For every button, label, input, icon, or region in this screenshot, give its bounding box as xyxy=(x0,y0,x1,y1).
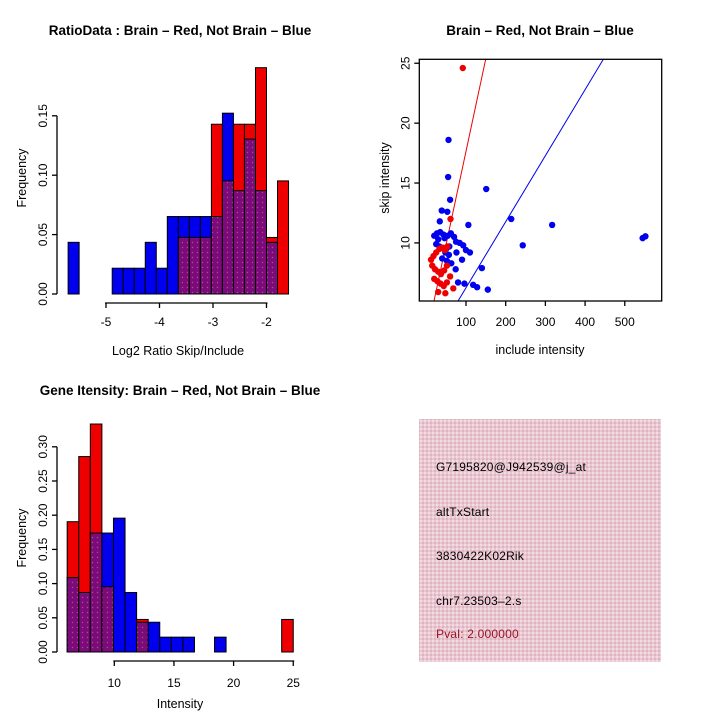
x-tick-label: 500 xyxy=(614,315,635,329)
plot-box xyxy=(419,59,661,301)
scatter-point-red xyxy=(435,289,441,295)
hist-bar-overlap xyxy=(189,237,200,294)
scatter-point-red xyxy=(460,65,466,71)
x-tick-label: 100 xyxy=(455,315,477,329)
hist-bar-overlap xyxy=(79,592,91,652)
y-tick-label: 0.05 xyxy=(36,606,51,630)
scatter-point-blue xyxy=(479,265,485,271)
hist-bar-overlap xyxy=(200,237,211,294)
scatter-point-blue xyxy=(455,279,461,285)
hist-bar-overlap xyxy=(178,237,189,294)
scatter-point-red xyxy=(442,290,448,296)
y-tick-label: 0.30 xyxy=(36,435,51,459)
scatter-point-blue xyxy=(483,186,489,192)
hist-bar xyxy=(171,637,183,652)
hist-bar xyxy=(68,242,79,294)
hist-bar-overlap xyxy=(211,217,222,294)
hist-bar-overlap xyxy=(137,622,149,652)
scatter-point-blue xyxy=(467,249,473,255)
scatter-point-blue xyxy=(447,197,453,203)
x-tick-label: -4 xyxy=(154,315,165,329)
ratiodata-histogram-title: RatioData : Brain – Red, Not Brain – Blue xyxy=(48,23,312,38)
hist-bar-overlap xyxy=(267,242,278,294)
y-tick-label: 15 xyxy=(398,176,413,190)
y-tick-label: 0.05 xyxy=(36,222,51,247)
y-tick-label: 0.25 xyxy=(36,469,51,493)
x-tick-label: 10 xyxy=(107,676,121,690)
hist-bar xyxy=(215,637,227,652)
x-tick-label: -3 xyxy=(207,315,219,329)
y-tick-label: 0.00 xyxy=(36,282,51,306)
hist-bar xyxy=(123,268,134,294)
scatter-point-red xyxy=(450,285,456,291)
info-line-locus: chr7.23503–2.s xyxy=(436,594,522,608)
x-tick-label: 200 xyxy=(495,315,516,329)
scatter-point-blue xyxy=(461,280,467,286)
y-tick-label: 0.15 xyxy=(36,104,51,128)
gene-histogram-title: Gene Itensity: Brain – Red, Not Brain – Blue xyxy=(39,383,321,398)
y-tick-label: 0.10 xyxy=(36,571,51,596)
gene-intensity-histogram-panel xyxy=(0,360,360,720)
hist-bar-overlap xyxy=(244,139,255,294)
hist-bar-overlap xyxy=(233,191,244,294)
scatter-point-blue xyxy=(465,222,471,228)
scatter-point-blue xyxy=(508,216,514,222)
y-tick-label: 25 xyxy=(398,56,413,70)
y-tick-label: 0.15 xyxy=(36,537,51,562)
hist-bar-overlap xyxy=(222,181,233,294)
scatter-point-blue xyxy=(453,249,459,255)
scatter-point-blue xyxy=(549,222,555,228)
scatter-point-blue xyxy=(437,218,443,224)
x-tick-label: 25 xyxy=(286,676,300,690)
x-tick-label: 400 xyxy=(575,315,596,329)
intensity-scatter-panel xyxy=(360,0,720,360)
scatter-point-red xyxy=(444,279,450,285)
scatter-point-blue xyxy=(474,284,480,290)
hist-bar xyxy=(113,518,125,652)
hist-bar xyxy=(183,637,195,652)
x-tick-label: 15 xyxy=(167,676,181,690)
scatter-point-blue xyxy=(485,286,491,292)
info-line-pval: Pval: 2.000000 xyxy=(436,627,519,641)
scatter-point-blue xyxy=(439,207,445,213)
notbrain-fit-line xyxy=(458,59,603,301)
scatter-point-blue xyxy=(520,242,526,248)
y-tick-label: 0.20 xyxy=(36,503,51,527)
hist-bar xyxy=(282,619,294,652)
x-tick-label: -2 xyxy=(261,315,272,329)
y-tick-label: 20 xyxy=(398,116,413,130)
info-line-event-type: altTxStart xyxy=(436,505,490,519)
scatter-point-blue xyxy=(445,174,451,180)
hist-bar xyxy=(134,268,145,294)
hist-bar xyxy=(278,181,289,294)
hist-bar-overlap xyxy=(90,533,102,652)
hist-bar-overlap xyxy=(67,578,79,652)
brain-fit-line xyxy=(434,59,486,301)
plot-area xyxy=(428,59,649,301)
info-line-gene-name: 3830422K02Rik xyxy=(436,549,525,563)
ratiodata-histogram-panel xyxy=(0,0,360,360)
x-tick-label: 20 xyxy=(226,676,241,690)
gene-yaxis-label: Frequency xyxy=(15,508,29,568)
scatter-title: Brain – Red, Not Brain – Blue xyxy=(446,23,634,38)
y-tick-label: 0.10 xyxy=(36,163,51,187)
hist-bar-overlap xyxy=(255,191,266,294)
ratiodata-xaxis-label: Log2 Ratio Skip/Include xyxy=(111,344,245,358)
y-tick-label: 0.00 xyxy=(36,640,51,664)
hist-bar xyxy=(145,242,156,294)
scatter-yaxis-label: skip intensity xyxy=(378,142,392,214)
scatter-point-blue xyxy=(642,233,648,239)
scatter-point-blue xyxy=(444,209,450,215)
hist-bar xyxy=(156,268,167,294)
scatter-point-red xyxy=(442,247,448,253)
scatter-point-red xyxy=(444,262,450,268)
hist-bar xyxy=(148,622,160,652)
scatter-point-red xyxy=(447,273,453,279)
hist-bar xyxy=(167,217,178,294)
hist-bar xyxy=(112,268,123,294)
scatter-xaxis-label: include intensity xyxy=(495,343,585,357)
hist-bar-overlap xyxy=(102,587,114,652)
gene-xaxis-label: Intensity xyxy=(156,697,204,711)
info-line-probe-id: G7195820@J942539@j_at xyxy=(436,460,587,474)
scatter-point-red xyxy=(447,216,453,222)
info-box xyxy=(419,419,661,662)
ratiodata-yaxis-label: Frequency xyxy=(15,148,29,208)
x-tick-label: -5 xyxy=(100,315,112,329)
scatter-point-blue xyxy=(452,266,458,272)
scatter-point-blue xyxy=(445,137,451,143)
hist-bar xyxy=(125,592,137,652)
y-tick-label: 10 xyxy=(398,236,413,250)
scatter-point-blue xyxy=(459,256,465,262)
x-tick-label: 300 xyxy=(535,315,556,329)
hist-bar xyxy=(160,637,172,652)
